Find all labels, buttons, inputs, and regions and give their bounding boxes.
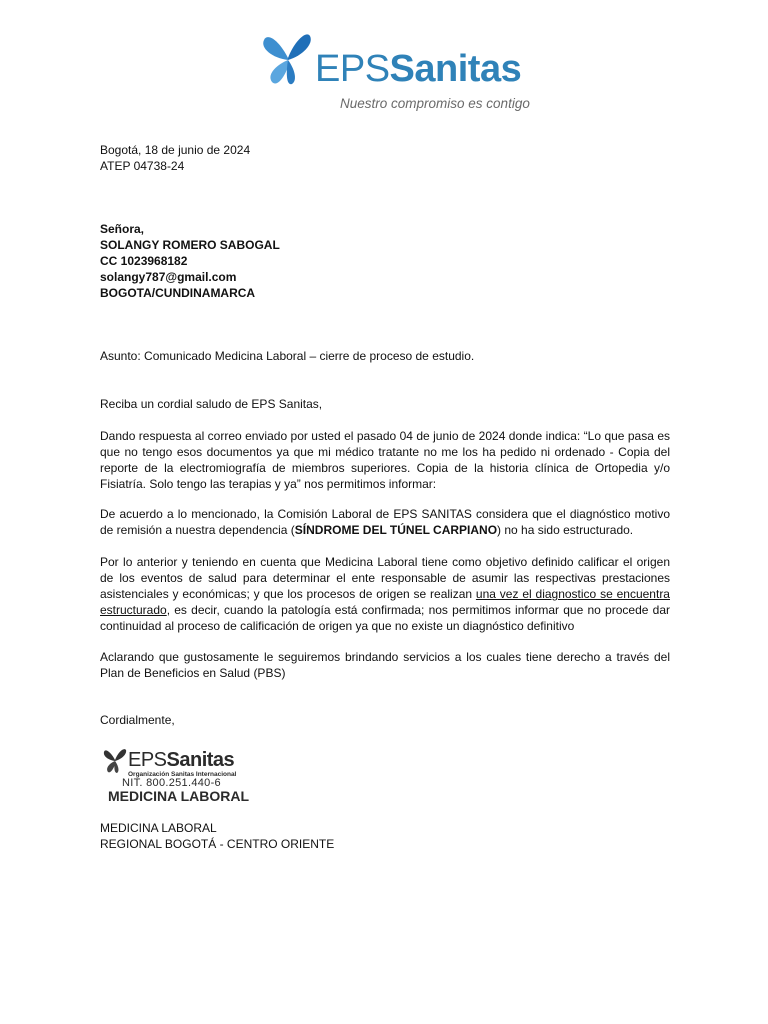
paragraph-1: Dando respuesta al correo enviado por usted el pasado 04 de junio de 2024 donde indica: “Lo que pasa es que no tengo esos documentos ya que mi médico tratante no me los ha pedido ni ordenado - Copia del reporte de la electromiografía de miembros superiores. Copia de la historia clínica de Ortopedia y/o Fisiatría. Solo tengo las terapias y ya” nos permitimos informar: [100, 429, 670, 491]
eps-sanitas-logo [258, 28, 530, 118]
stamp-brand-eps: EPS [128, 749, 167, 771]
recipient-name: SOLANGY ROMERO SABOGAL [100, 238, 280, 252]
paragraph-2 [100, 506, 670, 538]
paragraph-4: Aclarando que gustosamente le seguiremos brindando servicios a los cuales tiene derecho a través del Plan de Beneficios en Salud (PBS) [100, 650, 670, 680]
stamp-department: MEDICINA LABORAL [108, 788, 250, 804]
logo-tagline: Nuestro compromiso es contigo [340, 96, 530, 111]
greeting: Reciba un cordial saludo de EPS Sanitas, [100, 397, 323, 411]
recipient-email: solangy787@gmail.com [100, 270, 237, 284]
logo-brand-eps: EPS [315, 48, 390, 90]
paragraph-3-text-a: Por lo anterior y teniendo en cuenta que Medicina Laboral tiene como objetivo definido calificar el origen de los eventos de salud para determinar el ente responsable de asumir las respectivas prestaciones asistenciales y económicas; y que los procesos de origen se realizan [100, 555, 670, 601]
stamp-butterfly-icon [102, 746, 128, 776]
stamp-brand-sanitas: Sanitas [166, 749, 235, 771]
butterfly-icon [258, 28, 316, 90]
closing: Cordialmente, [100, 713, 175, 727]
recipient-location: BOGOTA/CUNDINAMARCA [100, 286, 256, 300]
medicina-laboral-stamp [102, 744, 292, 806]
date-line: Bogotá, 18 de junio de 2024 [100, 143, 251, 157]
stamp-organization: Organización Sanitas Internacional [128, 771, 237, 778]
paragraph-3-underlined: una vez el diagnostico se encuentra estructurado [100, 587, 670, 617]
signature-department: MEDICINA LABORAL [100, 821, 217, 835]
subject-line: Asunto: Comunicado Medicina Laboral – cierre de proceso de estudio. [100, 349, 475, 363]
signature-regional: REGIONAL BOGOTÁ - CENTRO ORIENTE [100, 837, 335, 851]
paragraph-3-text-b: , es decir, cuando la patología está confirmada; nos permitimos informar que no procede dar continuidad al proceso de calificación de origen ya que no existe un diagnóstico definitivo [100, 603, 670, 633]
logo-brand-sanitas: Sanitas [389, 48, 522, 90]
logo-wordmark [315, 50, 521, 88]
stamp-wordmark [128, 750, 234, 770]
salutation: Señora, [100, 222, 145, 236]
recipient-id: CC 1023968182 [100, 254, 188, 268]
stamp-nit: NIT. 800.251.440-6 [122, 777, 221, 789]
diagnosis-name: SÍNDROME DEL TÚNEL CARPIANO [294, 523, 498, 537]
reference-number: ATEP 04738-24 [100, 159, 185, 173]
paragraph-2-text-a: De acuerdo a lo mencionado, la Comisión Laboral de EPS SANITAS considera que el diagnóstico motivo de remisión a nuestra dependencia ( [100, 507, 670, 537]
paragraph-3 [100, 554, 670, 634]
paragraph-2-text-b: ) no ha sido estructurado. [497, 523, 634, 537]
